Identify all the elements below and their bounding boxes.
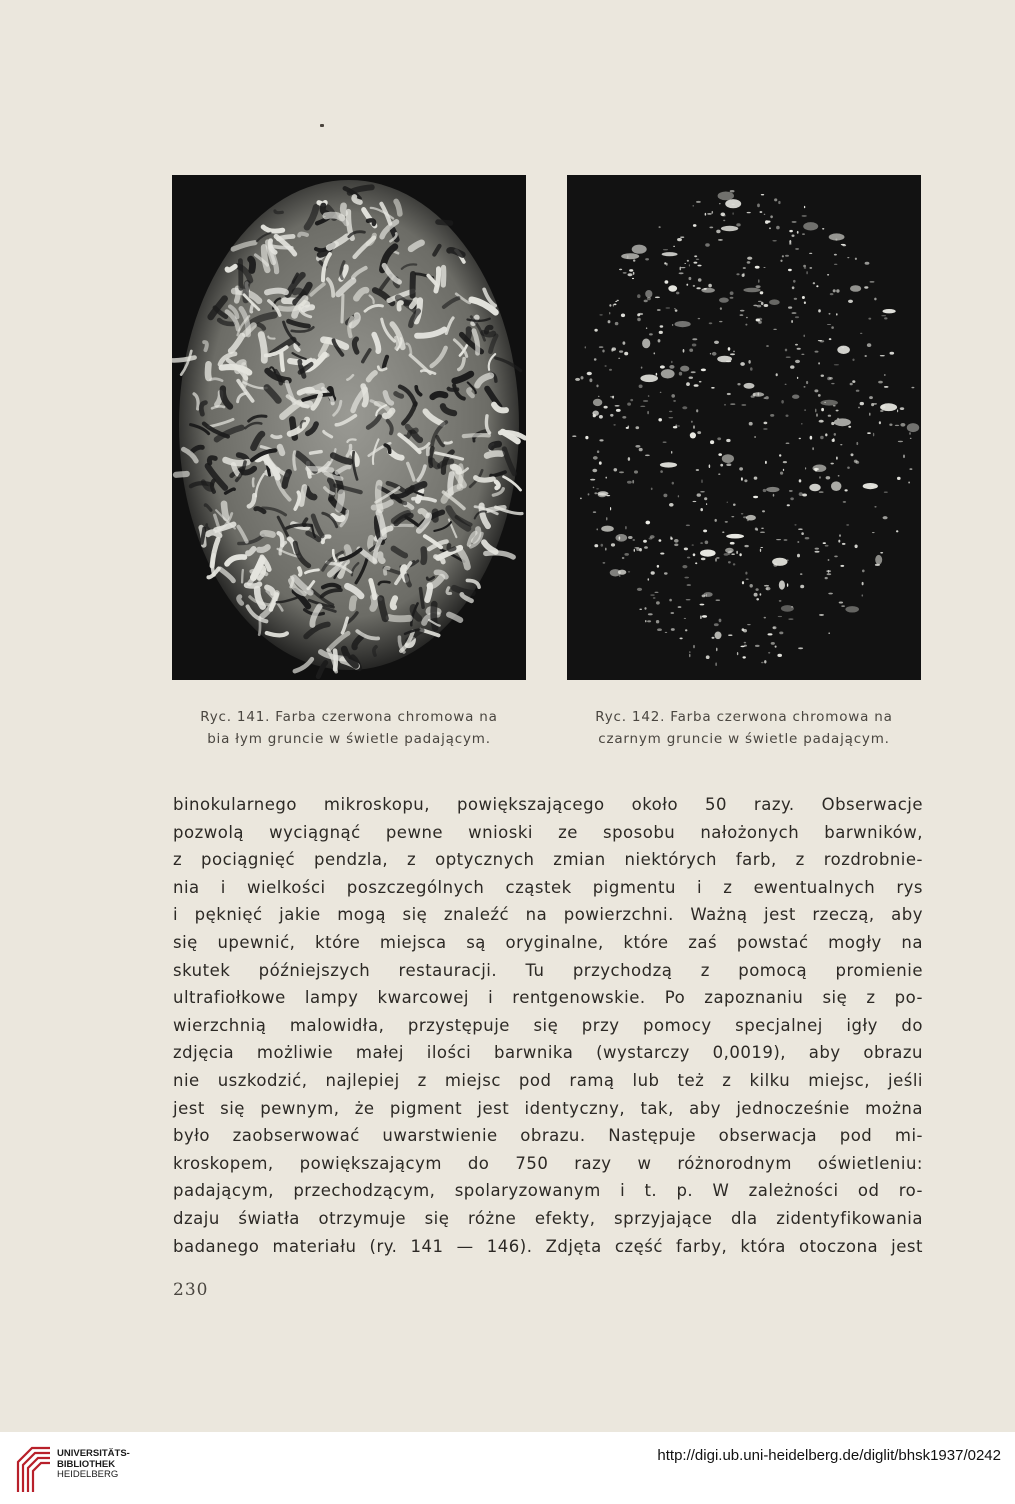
caption-line: bia łym gruncie w świetle padającym. (207, 731, 491, 747)
text-line: nia i wielkości poszczególnych cząstek pigmentu i z ewentualnych rys (173, 877, 923, 897)
footer-bar (0, 1432, 1015, 1504)
text-line: się upewnić, które miejsca są oryginalne, które zaś powstać mogły na (173, 932, 923, 952)
print-speck (320, 124, 324, 127)
figure-142-micrograph (567, 175, 921, 680)
micrograph-black-ground (567, 175, 921, 680)
figure-141-caption (172, 706, 526, 750)
text-line: jest się pewnym, że pigment jest identyczny, tak, aby jednocześnie można (173, 1098, 923, 1118)
caption-line: Ryc. 141. Farba czerwona chromowa na (200, 709, 498, 725)
text-line: dzaju światła otrzymuje się różne efekty, sprzyjające dla zidentyfikowania (173, 1208, 923, 1228)
text-line: i pęknięć jakie mogą się znaleźć na powierzchni. Ważną jest rzeczą, aby (173, 905, 923, 925)
text-line: z pociągnięć pendzla, z optycznych zmian niektórych farb, z rozdrobnie- (173, 850, 923, 870)
text-line: ultrafiołkowe lampy kwarcowej i rentgenowskie. Po zapoznaniu się z po- (173, 988, 923, 1008)
caption-line: czarnym gruncie w świetle padającym. (598, 731, 890, 747)
library-name (57, 1449, 130, 1481)
text-line: pozwolą wyciągnąć pewne wnioski ze sposobu nałożonych barwników, (173, 822, 923, 842)
text-line: nie uszkodzić, najlepiej z miejsc pod ramą lub też z kilku miejsc, jeśli (173, 1070, 923, 1090)
text-line: skutek późniejszych restauracji. Tu przychodzą z pomocą promienie (173, 960, 923, 980)
library-name-line: BIBLIOTHEK (57, 1458, 116, 1470)
caption-line: Ryc. 142. Farba czerwona chromowa na (595, 709, 893, 725)
text-line: binokularnego mikroskopu, powiększającego około 50 razy. Obserwacje (173, 795, 923, 814)
library-name-line: HEIDELBERG (57, 1469, 119, 1480)
text-line: zdjęcia możliwie małej ilości barwnika (wystarczy 0,0019), aby obrazu (173, 1043, 923, 1063)
text-line: padającym, przechodzącym, spolaryzowanym i t. p. W zależności od ro- (173, 1181, 923, 1201)
figure-142-caption (567, 706, 921, 750)
figure-141-micrograph (172, 175, 526, 680)
body-paragraph (173, 791, 923, 1260)
text-line: było zaobserwować uwarstwienie obrazu. Następuje obserwacja pod mi- (173, 1126, 923, 1146)
page-number: 230 (173, 1280, 209, 1300)
source-url-link[interactable]: http://digi.ub.uni-heidelberg.de/diglit/bhsk1937/0242 (657, 1447, 1001, 1464)
text-line: badanego materiału (ry. 141 — 146). Zdjęta część farby, która otoczona jest (173, 1236, 923, 1256)
text-line: kroskopem, powiększającym do 750 razy w różnorodnym oświetleniu: (173, 1153, 923, 1173)
text-line: wierzchnią malowidła, przystępuje się przy pomocy specjalnej igły do (173, 1015, 923, 1035)
library-logo-icon (14, 1442, 54, 1494)
micrograph-white-ground (172, 175, 526, 680)
library-name-line: UNIVERSITÄTS- (57, 1448, 130, 1459)
